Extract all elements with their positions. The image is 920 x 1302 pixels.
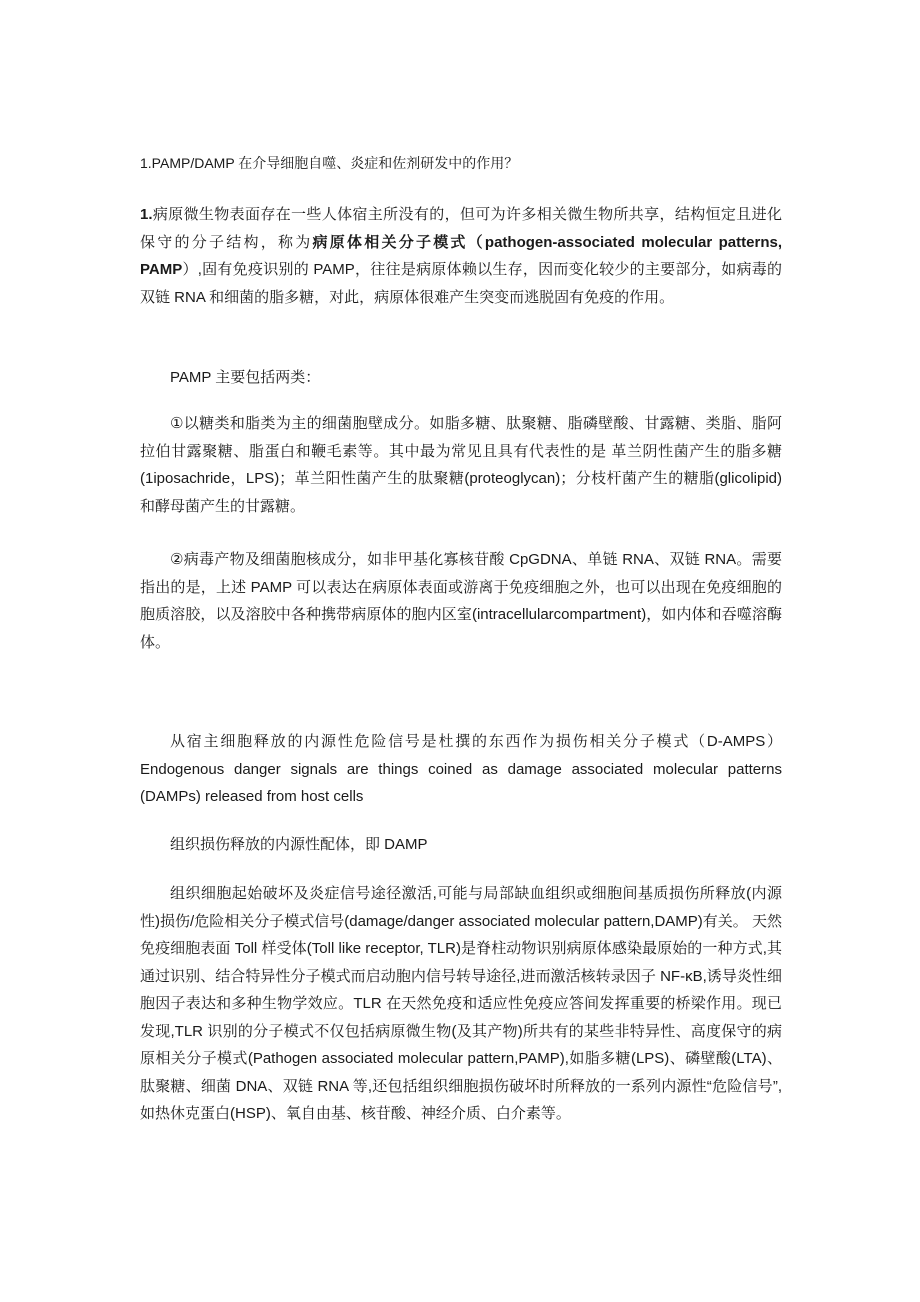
paragraph-type-one: ①以糖类和脂类为主的细菌胞壁成分。如脂多糖、肽聚糖、脂磷壁酸、甘露糖、类脂、脂阿拉伯甘露聚糖、脂蛋白和鞭毛素等。其中最为常见且具有代表性的是 革兰阴性菌产生的脂多糖(1iposachride，LPS)；革兰阳性菌产生的肽聚糖(proteoglycan)；分枝杆菌产生的糖脂(glicolipid)和酵母菌产生的甘露糖。	[140, 415, 782, 515]
paragraph-type-two: ②病毒产物及细菌胞核成分，如非甲基化寡核苷酸 CpGDNA、单链 RNA、双链 RNA。需要指出的是，上述 PAMP 可以表达在病原体表面或游离于免疫细胞之外，也可以出现在免疫细胞的胞质溶胶，以及溶胶中各种携带病原体的胞内区室(intracellularcompartment)，如内体和吞噬溶酶体。	[140, 551, 782, 651]
bold-term-pamp: 病原体相关分子模式（pathogen-associated molecular patterns, PAMP	[140, 233, 782, 278]
paragraph-damp-intro: 从宿主细胞释放的内源性危险信号是杜撰的东西作为损伤相关分子模式（D-AMPS）Endogenous danger signals are things coined as damage associated molecular patterns (DAMPs) released from host cells	[140, 733, 782, 805]
paragraph-text: 病原微生物表面存在一些人体宿主所没有的，但可为许多相关微生物所共享，结构恒定且进化保守的分子结构，称为	[140, 206, 782, 251]
paragraph-number: 1.	[140, 206, 153, 223]
paragraph-tlr-damp: 组织细胞起始破坏及炎症信号途径激活,可能与局部缺血组织或细胞间基质损伤所释放(内源性)损伤/危险相关分子模式信号(damage/danger associated molecular pattern,DAMP)有关。 天然免疫细胞表面 Toll 样受体(Toll like receptor, TLR)是脊柱动物识别病原体感染最原始的一种方式,其通过识别、结合特异性分子模式而启动胞内信号转导途径,进而激活核转录因子 NF-κB,诱导炎性细胞因子表达和多种生物学效应。TLR 在天然免疫和适应性免疫应答间发挥重要的桥梁作用。现已发现,TLR 识别的分子模式不仅包括病原微生物(及其产物)所共有的某些非特异性、高度保守的病原相关分子模式(Pathogen associated molecular pattern,PAMP),如脂多糖(LPS)、磷壁酸(LTA)、肽聚糖、细菌 DNA、双链 RNA 等,还包括组织细胞损伤破坏时所释放的一系列内源性“危险信号”,如热休克蛋白(HSP)、氧自由基、核苷酸、神经介质、白介素等。	[140, 885, 782, 1122]
paragraph-text: ）,固有免疫识别的 PAMP，往往是病原体赖以生存，因而变化较少的主要部分，如病毒的双链 RNA 和细菌的脂多糖，对此，病原体很难产生突变而逃脱固有免疫的作用。	[140, 261, 782, 306]
paragraph-pamp-types: PAMP 主要包括两类：	[170, 369, 321, 386]
document-title: 1.PAMP/DAMP 在介导细胞自噬、炎症和佐剂研发中的作用？	[140, 155, 519, 171]
paragraph-damp-ligand: 组织损伤释放的内源性配体，即 DAMP	[170, 836, 428, 853]
paragraph-pamp-definition	[140, 201, 782, 311]
